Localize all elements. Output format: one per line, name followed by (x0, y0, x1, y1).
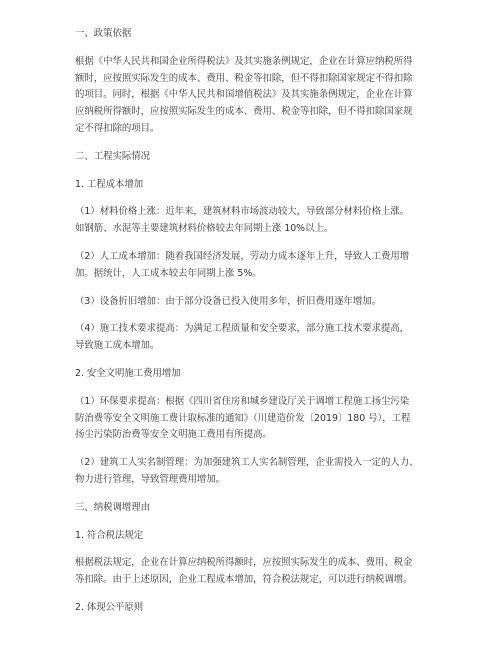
subheading-cost-increase: 1. 工程成本增加 (75, 178, 144, 190)
text-line: 如钢筋、水泥等主要建筑材料价格较去年同期上涨 10%以上。 (75, 223, 334, 235)
subheading-safety-fees: 2. 安全文明施工费用增加 (75, 367, 181, 379)
text-line: 定不得扣除的项目。 (75, 122, 160, 134)
text-line: 的项目。同时，根据《中华人民共和国增值税法》及其实施条例规定，企业在计算 (75, 89, 413, 101)
text-line: 应纳税所得额时，应按照实际发生的成本、费用、税金等扣除，但不得扣除国家规 (75, 106, 413, 118)
section-heading-project: 二、工程实际情况 (75, 150, 151, 162)
text-line: 等扣除。由于上述原因，企业工程成本增加，符合税法规定，可以进行纳税调增。 (75, 574, 413, 586)
text-line: （2）建筑工人实名制管理：为加强建筑工人实名制管理，企业需投入一定的人力、 (75, 457, 419, 469)
paragraph-labor-cost (75, 249, 435, 283)
text-line: （2）人工成本增加：随着我国经济发展，劳动力成本逐年上升，导致人工费用增 (75, 250, 410, 262)
paragraph-depreciation (75, 294, 435, 311)
subheading-fairness: 2. 体现公平原则 (75, 601, 144, 613)
text-line: 额时，应按照实际发生的成本、费用、税金等扣除，但不得扣除国家规定不得扣除 (75, 72, 413, 84)
paragraph-policy (75, 54, 435, 138)
document-page (75, 26, 435, 617)
text-line: 防治费等安全文明施工费计取标准的通知》（川建造价发〔2019〕180 号），工程 (75, 412, 411, 424)
text-line: （4）施工技术要求提高：为满足工程质量和安全要求，部分施工技术要求提高， (75, 323, 410, 335)
text-line: （3）设备折旧增加：由于部分设备已投入使用多年，折旧费用逐年增加。 (75, 295, 381, 307)
text-line: 根据《中华人民共和国企业所得税法》及其实施条例规定，企业在计算应纳税所得 (75, 55, 413, 67)
section-heading-reasons: 三、纳税调增理由 (75, 501, 151, 513)
text-line: 加。据统计，人工成本较去年同期上涨 5%。 (75, 267, 262, 279)
text-line: （1）材料价格上涨：近年来，建筑材料市场波动较大，导致部分材料价格上涨。 (75, 206, 410, 218)
section-heading-policy: 一、政策依据 (75, 28, 132, 39)
paragraph-real-name-management (75, 455, 435, 489)
paragraph-environmental (75, 394, 435, 444)
text-line: 导致施工成本增加。 (75, 340, 160, 352)
paragraph-material-price (75, 204, 435, 238)
text-line: 扬尘污染防治费等安全文明施工费用有所提高。 (75, 429, 272, 441)
text-line: 物力进行管理，导致管理费用增加。 (75, 473, 226, 485)
text-line: 根据税法规定，企业在计算应纳税所得额时，应按照实际发生的成本、费用、税金 (75, 557, 413, 569)
subheading-tax-law: 1. 符合税法规定 (75, 529, 144, 541)
paragraph-tax-law (75, 555, 435, 589)
text-line: （1）环保要求提高：根据《四川省住房和城乡建设厅关于调增工程施工扬尘污染 (75, 395, 410, 407)
paragraph-technical-requirements (75, 321, 435, 355)
